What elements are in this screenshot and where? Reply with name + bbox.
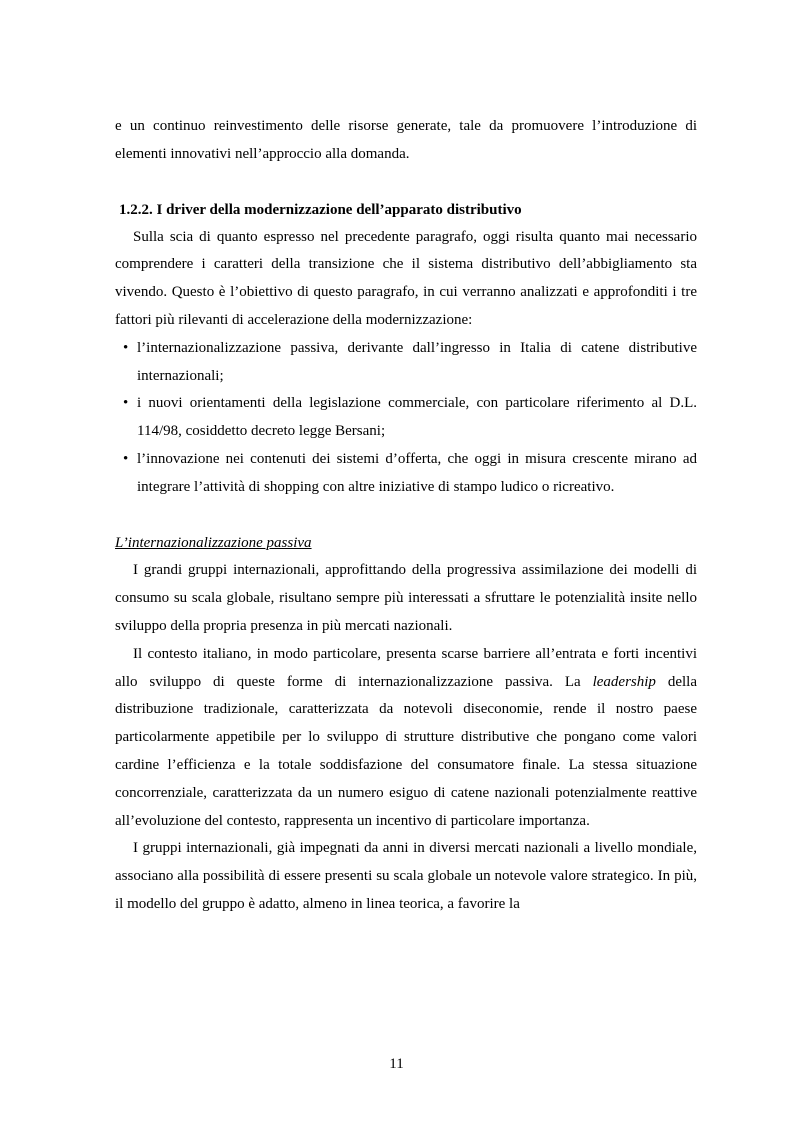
- paragraph-2-end: della distribuzione tradizionale, caratterizzata da notevoli diseconomie, rende il nostro paese particolarmente appetibile per lo sviluppo di strutture distributive che pongano come valori cardine l’efficienza e la totale soddisfazione del consumatore finale. La stessa situazione concorrenziale, caratterizzata da un numero esiguo di catene nazionali potenzialmente reattive all’evoluzione del contesto, rappresenta un incentivo di particolare importanza.: [115, 673, 697, 829]
- bullet-list: [115, 335, 697, 502]
- list-item-text: l’internazionalizzazione passiva, derivante dall’ingresso in Italia di catene distributive internazionali;: [137, 339, 697, 384]
- subsection-paragraph-3: I gruppi internazionali, già impegnati da anni in diversi mercati nazionali a livello mondiale, associano alla possibilità di essere presenti su scala globale un notevole valore strategico. In più, il modello del gruppo è adatto, almeno in linea teorica, a favorire la: [115, 840, 697, 912]
- section-heading: 1.2.2. I driver della modernizzazione dell’apparato distributivo: [119, 201, 522, 218]
- section-paragraph: Sulla scia di quanto espresso nel precedente paragrafo, oggi risulta quanto mai necessario comprendere i caratteri della transizione che il sistema distributivo dell’abbigliamento sta vivendo. Questo è l’obiettivo di questo paragrafo, in cui verranno analizzati e approfonditi i tre fattori più rilevanti di accelerazione della modernizzazione:: [115, 228, 697, 328]
- page-number: 11: [389, 1056, 404, 1072]
- bullet-glyph: •: [123, 450, 129, 467]
- bullet-glyph: •: [123, 395, 129, 412]
- paragraph-2-emphasis: leadership: [592, 673, 656, 690]
- list-item-text: l’innovazione nei contenuti dei sistemi d’offerta, che oggi in misura crescente mirano ad integrare l’attività di shopping con altre iniziative di stampo ludico o ricreativo.: [137, 450, 697, 495]
- page-body: [115, 113, 697, 919]
- subsection-heading: L’internazionalizzazione passiva: [115, 534, 312, 551]
- subsection-paragraph-1: I grandi gruppi internazionali, approfittando della progressiva assimilazione dei modelli di consumo su scala globale, risultano sempre più interessati a sfruttare le potenzialità insite nello sviluppo della propria presenza in più mercati nazionali.: [115, 562, 697, 634]
- list-item: [115, 390, 697, 446]
- list-item: [115, 335, 697, 391]
- intro-paragraph: e un continuo reinvestimento delle risorse generate, tale da promuovere l’introduzione di elementi innovativi nell’approccio alla domanda.: [115, 118, 697, 162]
- list-item: [115, 446, 697, 502]
- subsection-paragraph-2: [115, 641, 697, 836]
- paragraph-2-start: Il contesto italiano, in modo particolare, presenta scarse barriere all’entrata e forti incentivi allo sviluppo di queste forme di internazionalizzazione passiva. La: [115, 645, 697, 690]
- bullet-glyph: •: [123, 339, 129, 356]
- list-item-text: i nuovi orientamenti della legislazione commerciale, con particolare riferimento al D.L. 114/98, cosiddetto decreto legge Bersani;: [137, 395, 697, 440]
